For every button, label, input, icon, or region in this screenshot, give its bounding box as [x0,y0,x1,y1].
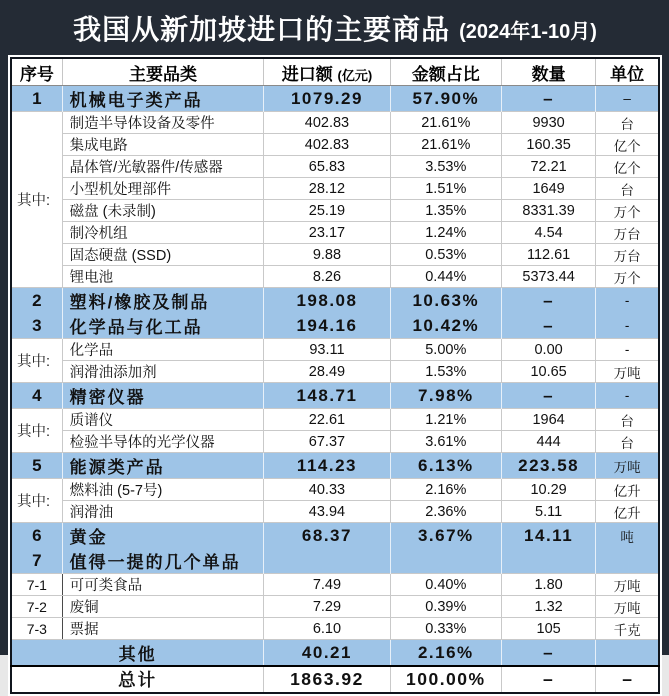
cell-share: 5.00% [390,339,501,361]
sub-row [11,339,659,361]
cell-label: 其他 [11,640,264,667]
cell-qty: 1.80 [501,574,595,596]
section-row [11,288,659,314]
cell-category: 票据 [62,618,264,640]
header-row [11,58,659,86]
cell-qty: 4.54 [501,222,595,244]
cell-amount: 1079.29 [264,86,390,112]
cell-share: 21.61% [390,134,501,156]
cell-no: 7-2 [11,596,62,618]
column-header-qty [501,58,595,86]
cell-share: 0.39% [390,596,501,618]
cell-unit: 亿个 [596,134,659,156]
item-row [11,596,659,618]
cell-amount: 402.83 [264,112,390,134]
cell-qty: 444 [501,431,595,453]
cell-unit: 亿升 [596,479,659,501]
cell-category: 锂电池 [62,266,264,288]
column-header-sublabel: (亿元) [337,67,373,83]
column-header-amount [264,58,390,86]
cell-qty [501,548,595,574]
cell-no: 3 [11,313,62,339]
cell-category: 能源类产品 [62,453,264,479]
cell-category: 化学品 [62,339,264,361]
cell-unit [596,640,659,667]
section-row [11,86,659,112]
cell-share: 0.44% [390,266,501,288]
column-header-label: 金额占比 [411,64,480,84]
cell-category: 精密仪器 [62,383,264,409]
cell-qty: – [501,640,595,667]
subgroup-label: 其中: [11,409,62,453]
cell-category: 黄金 [62,523,264,549]
cell-qty: 1649 [501,178,595,200]
sub-row [11,156,659,178]
cell-qty: 10.29 [501,479,595,501]
cell-unit: 吨 [596,523,659,549]
subgroup-label: 其中: [11,339,62,383]
cell-amount: 67.37 [264,431,390,453]
sub-row [11,178,659,200]
cell-qty: 5.11 [501,501,595,523]
cell-unit: 万台 [596,222,659,244]
cell-share: 0.40% [390,574,501,596]
cell-category: 燃料油 (5-7号) [62,479,264,501]
cell-share: 10.42% [390,313,501,339]
sub-row [11,222,659,244]
cell-unit: – [596,86,659,112]
column-header-category [62,58,264,86]
cell-amount: 7.49 [264,574,390,596]
column-header-label: 数量 [531,64,566,84]
cell-qty: 160.35 [501,134,595,156]
cell-amount: 68.37 [264,523,390,549]
table-header [11,58,659,86]
cell-share: 21.61% [390,112,501,134]
sub-row [11,244,659,266]
cell-category: 化学品与化工品 [62,313,264,339]
cell-category: 值得一提的几个单品 [62,548,264,574]
column-header-label: 序号 [19,64,54,84]
cell-qty: – [501,288,595,314]
cell-unit: 亿升 [596,501,659,523]
cell-unit: 台 [596,409,659,431]
sub-row [11,409,659,431]
page-title: 我国从新加坡进口的主要商品 [73,13,451,45]
column-header-label: 单位 [610,64,645,84]
sub-row [11,361,659,383]
cell-no: 7 [11,548,62,574]
cell-unit: – [596,666,659,693]
sub-row [11,134,659,156]
cell-share: 100.00% [390,666,501,693]
sub-row [11,266,659,288]
cell-share: 2.16% [390,640,501,667]
cell-share: 57.90% [390,86,501,112]
cell-amount: 9.88 [264,244,390,266]
cell-category: 集成电路 [62,134,264,156]
cell-share: 1.24% [390,222,501,244]
cell-amount: 6.10 [264,618,390,640]
sub-row [11,431,659,453]
cell-unit: 台 [596,178,659,200]
cell-share: 0.53% [390,244,501,266]
cell-qty: 5373.44 [501,266,595,288]
cell-amount: 28.12 [264,178,390,200]
cell-no: 7-1 [11,574,62,596]
column-header-unit [596,58,659,86]
cell-no: 5 [11,453,62,479]
cell-qty: – [501,313,595,339]
cell-category: 晶体管/光敏器件/传感器 [62,156,264,178]
item-row [11,574,659,596]
table-body [11,86,659,694]
cell-no: 6 [11,523,62,549]
cell-amount: 198.08 [264,288,390,314]
cell-share: 7.98% [390,383,501,409]
cell-unit: 万吨 [596,574,659,596]
cell-unit: 万个 [596,266,659,288]
cell-qty: 10.65 [501,361,595,383]
cell-share: 3.53% [390,156,501,178]
cell-qty: 8331.39 [501,200,595,222]
page-title-period: (2024年1-10月) [459,20,597,43]
cell-unit: 万吨 [596,596,659,618]
cell-category: 润滑油 [62,501,264,523]
cell-qty: 72.21 [501,156,595,178]
cell-amount: 8.26 [264,266,390,288]
cell-share: 1.51% [390,178,501,200]
cell-qty: 0.00 [501,339,595,361]
cell-unit [596,548,659,574]
cell-amount: 40.33 [264,479,390,501]
section-row [11,453,659,479]
cell-qty: – [501,666,595,693]
cell-unit: 台 [596,112,659,134]
cell-no: 2 [11,288,62,314]
cell-amount: 7.29 [264,596,390,618]
cell-share: 2.36% [390,501,501,523]
title-bar [8,0,662,55]
cell-qty: 9930 [501,112,595,134]
cell-qty: 112.61 [501,244,595,266]
section-row [11,548,659,574]
cell-category: 磁盘 (未录制) [62,200,264,222]
cell-unit: - [596,288,659,314]
cell-qty: 105 [501,618,595,640]
sub-row [11,112,659,134]
cell-qty: – [501,86,595,112]
column-header-share [390,58,501,86]
cell-share: 3.67% [390,523,501,549]
cell-label: 总计 [11,666,264,693]
cell-qty: 1964 [501,409,595,431]
cell-qty: 223.58 [501,453,595,479]
imports-table [10,57,660,694]
cell-no: 7-3 [11,618,62,640]
cell-category: 机械电子类产品 [62,86,264,112]
sub-row [11,479,659,501]
column-header-label: 进口额 [281,64,333,84]
section-row [11,523,659,549]
cell-unit: 千克 [596,618,659,640]
cell-amount: 148.71 [264,383,390,409]
cell-unit: 万个 [596,200,659,222]
cell-share: 1.21% [390,409,501,431]
cell-amount: 65.83 [264,156,390,178]
cell-unit: - [596,339,659,361]
table-wrap [8,55,662,696]
sub-row [11,200,659,222]
cell-category: 制冷机组 [62,222,264,244]
cell-amount: 23.17 [264,222,390,244]
cell-unit: - [596,313,659,339]
cell-amount: 40.21 [264,640,390,667]
cell-amount: 1863.92 [264,666,390,693]
cell-qty: 14.11 [501,523,595,549]
item-row [11,618,659,640]
cell-category: 小型机处理部件 [62,178,264,200]
cell-unit: 台 [596,431,659,453]
cell-amount: 93.11 [264,339,390,361]
cell-amount: 28.49 [264,361,390,383]
cell-share [390,548,501,574]
cell-share: 3.61% [390,431,501,453]
column-header-no [11,58,62,86]
cell-share: 1.53% [390,361,501,383]
section-row [11,383,659,409]
cell-share: 6.13% [390,453,501,479]
cell-category: 可可类食品 [62,574,264,596]
cell-category: 检验半导体的光学仪器 [62,431,264,453]
cell-category: 塑料/橡胶及制品 [62,288,264,314]
cell-amount: 194.16 [264,313,390,339]
cell-unit: 亿个 [596,156,659,178]
cell-qty: 1.32 [501,596,595,618]
column-header-label: 主要品类 [128,64,197,84]
cell-qty: – [501,383,595,409]
cell-category: 废铜 [62,596,264,618]
cell-share: 10.63% [390,288,501,314]
cell-category: 质谱仪 [62,409,264,431]
cell-unit: 万台 [596,244,659,266]
cell-amount: 43.94 [264,501,390,523]
total-row [11,666,659,693]
cell-category: 润滑油添加剂 [62,361,264,383]
others-row [11,640,659,667]
cell-category: 固态硬盘 (SSD) [62,244,264,266]
cell-share: 2.16% [390,479,501,501]
subgroup-label: 其中: [11,479,62,523]
cell-unit: - [596,383,659,409]
cell-no: 1 [11,86,62,112]
sub-row [11,501,659,523]
cell-no: 4 [11,383,62,409]
cell-amount: 22.61 [264,409,390,431]
cell-share: 0.33% [390,618,501,640]
cell-unit: 万吨 [596,453,659,479]
cell-share: 1.35% [390,200,501,222]
subgroup-label: 其中: [11,112,62,288]
cell-amount: 25.19 [264,200,390,222]
section-row [11,313,659,339]
cell-amount [264,548,390,574]
cell-category: 制造半导体设备及零件 [62,112,264,134]
cell-unit: 万吨 [596,361,659,383]
cell-amount: 114.23 [264,453,390,479]
cell-amount: 402.83 [264,134,390,156]
